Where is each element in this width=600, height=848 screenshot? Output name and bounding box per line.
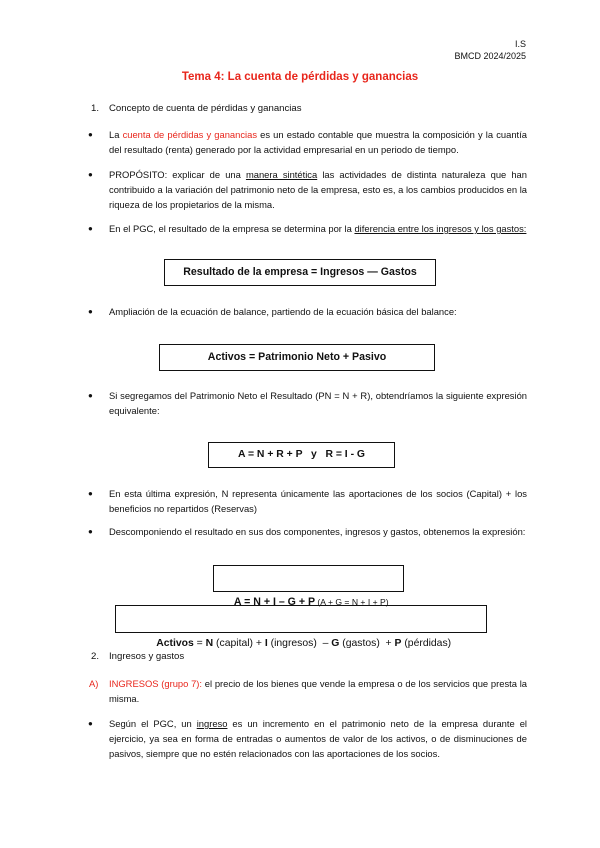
formula-box-result: Resultado de la empresa = Ingresos — Gastos — [164, 259, 436, 286]
paragraph-purpose: PROPÓSITO: explicar de una manera sintética las actividades de distinta naturaleza que han contribuido a la variación del patrimonio neto de la empresa, esto es, a los cambios producidos en la riqueza de los propietarios de la misma. — [109, 169, 527, 210]
paragraph-balance-extension: Ampliación de la ecuación de balance, partiendo de la ecuación básica del balance: — [109, 306, 457, 317]
paragraph-n-meaning: En esta última expresión, N representa únicamente las aportaciones de los socios (Capital) + los beneficios no repartidos (Reservas) — [109, 488, 527, 514]
header-course: BMCD 2024/2025 — [454, 51, 526, 61]
subsection-a-label: A) — [89, 678, 99, 689]
highlight-term: INGRESOS (grupo 7): — [109, 678, 203, 689]
header-initials: I.S — [514, 39, 526, 49]
paragraph-segregation: Si segregamos del Patrimonio Neto el Resultado (PN = N + R), obtendríamos la siguiente expresión equivalente: — [109, 390, 527, 416]
document-header — [454, 38, 526, 62]
bullet-marker: ● — [88, 224, 93, 233]
section-1-number: 1. — [91, 103, 100, 114]
formula-box-decomposed: A = N + I – G + P (A + G = N + I + P) — [213, 565, 404, 592]
paragraph-ingreso-definition: Según el PGC, un ingreso es un incremento en el patrimonio neto de la empresa durante el ejercicio, ya sea en forma de entradas o aumentos de valor de los activos, o de disminuciones de pasivos, siempre que no estén relacionados con las aportaciones de los socios. — [109, 718, 527, 759]
bullet-marker: ● — [88, 489, 93, 498]
paragraph-decomposition: Descomponiendo el resultado en sus dos componentes, ingresos y gastos, obtenemos la expresión: — [109, 526, 526, 537]
paragraph-pgc-result: En el PGC, el resultado de la empresa se determina por la diferencia entre los ingresos y los gastos: — [109, 223, 527, 234]
bullet-marker: ● — [88, 719, 93, 728]
underlined-term: diferencia entre los ingresos y los gastos: — [354, 223, 527, 234]
bullet-marker: ● — [88, 391, 93, 400]
bullet-marker: ● — [88, 307, 93, 316]
bullet-marker: ● — [88, 170, 93, 179]
paragraph-ingresos: INGRESOS (grupo 7): el precio de los bienes que vende la empresa o de los servicios que presta la misma. — [109, 678, 527, 704]
section-2-number: 2. — [91, 651, 100, 662]
highlight-term: cuenta de pérdidas y ganancias — [122, 129, 258, 140]
formula-box-balance: Activos = Patrimonio Neto + Pasivo — [159, 344, 435, 371]
underlined-term: manera sintética — [245, 169, 318, 180]
paragraph-definition: La cuenta de pérdidas y ganancias es un estado contable que muestra la composición y la cuantía del resultado (renta) generado por la actividad empresarial en un periodo de tiempo. — [109, 129, 527, 155]
bullet-marker: ● — [88, 527, 93, 536]
section-1-heading: Concepto de cuenta de pérdidas y ganancias — [109, 103, 302, 114]
page-title: Tema 4: La cuenta de pérdidas y ganancias — [181, 71, 419, 83]
section-2-heading: Ingresos y gastos — [109, 651, 185, 662]
formula-box-equivalent: A = N + R + P y R = I - G — [208, 442, 395, 468]
bullet-marker: ● — [88, 130, 93, 139]
underlined-term: ingreso — [196, 718, 228, 729]
formula-box-detailed: Activos = N (capital) + I (ingresos) – G (gastos) + P (pérdidas) — [115, 605, 487, 633]
